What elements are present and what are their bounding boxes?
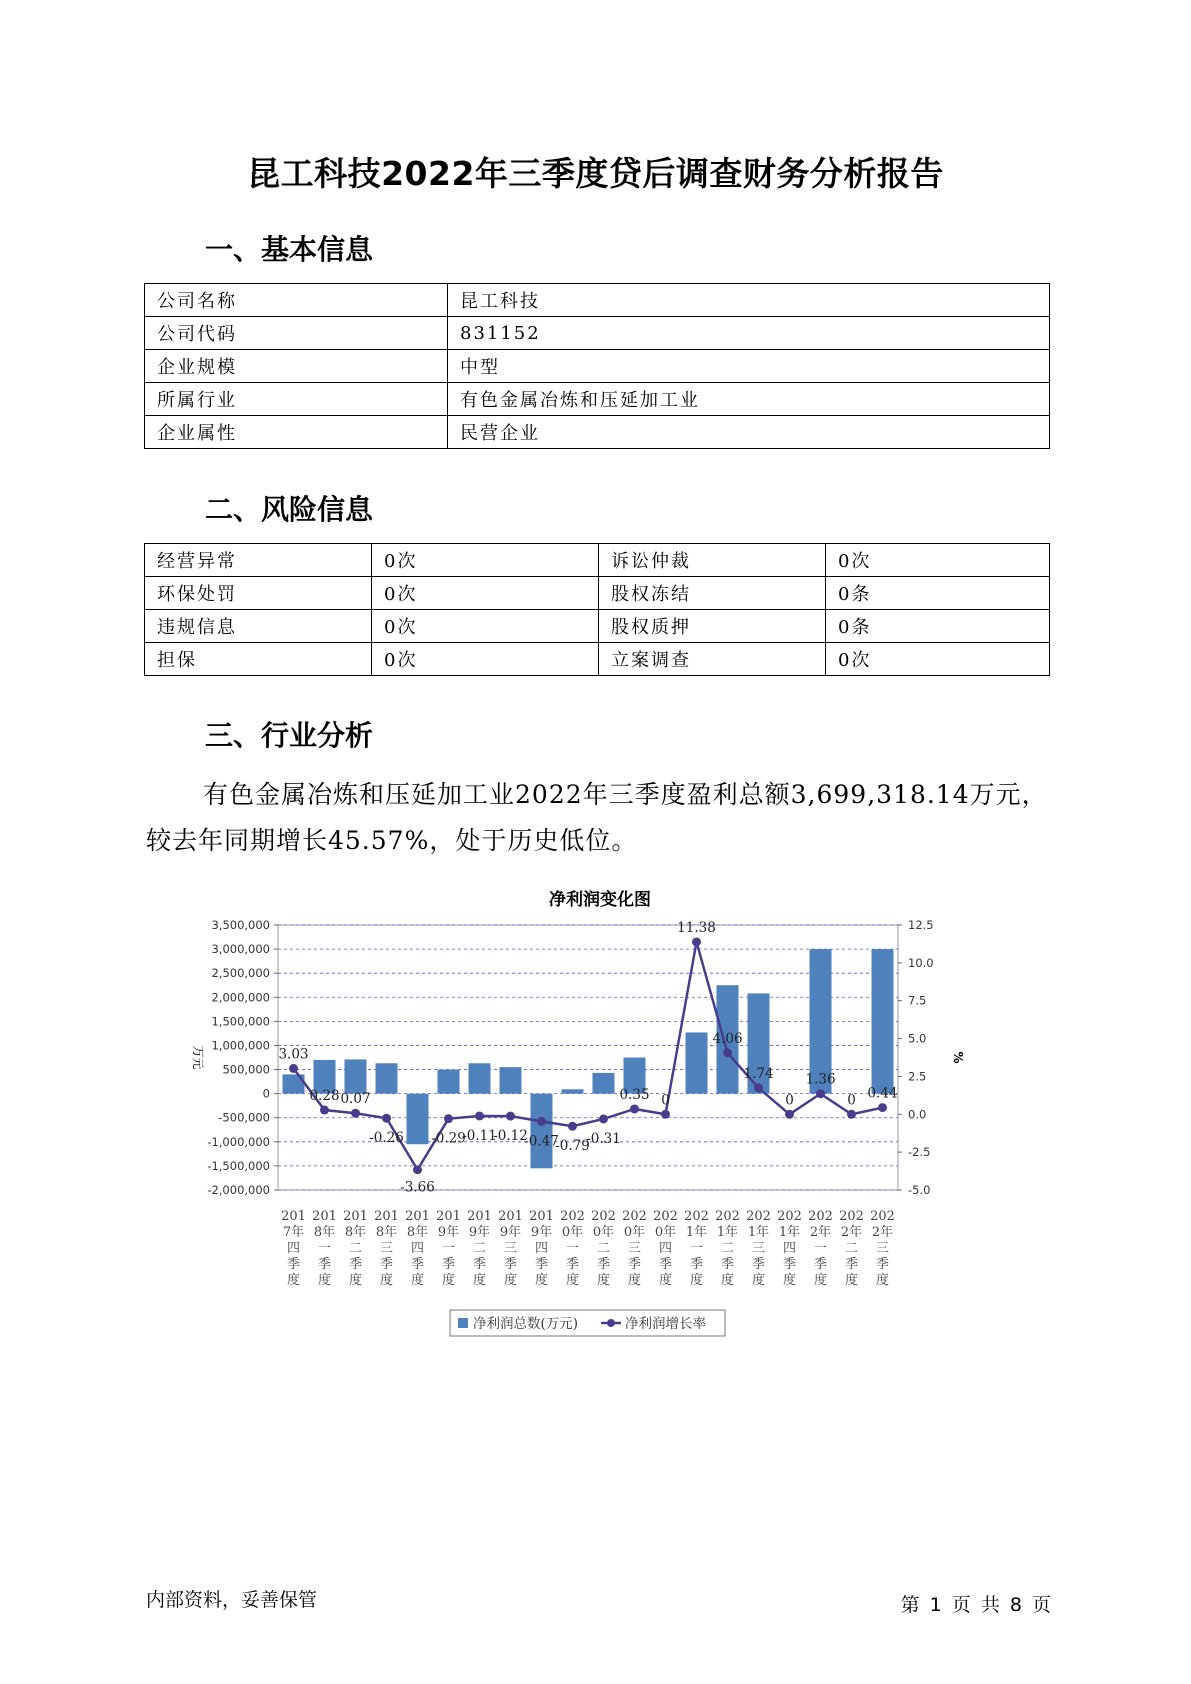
- bar: [438, 1070, 460, 1094]
- growth-rate-point: [413, 1165, 422, 1174]
- growth-rate-point: [754, 1083, 763, 1092]
- x-tick-label: 202 0年二季度: [591, 1209, 616, 1288]
- left-tick-label: 1,000,000: [211, 1038, 270, 1053]
- left-tick-label: 500,000: [222, 1062, 270, 1077]
- x-tick-label: 202 0年一季度: [560, 1209, 585, 1288]
- growth-rate-data-label: 1.36: [805, 1071, 836, 1088]
- x-tick-label: 201 9年二季度: [467, 1209, 492, 1288]
- industry-analysis-text: 有色金属冶炼和压延加工业2022年三季度盈利总额3,699,318.14万元，较去年同期增长45.57%，处于历史低位。: [146, 780, 1048, 855]
- risk-info-value: 0次: [372, 577, 599, 610]
- left-tick-label: 3,500,000: [211, 918, 270, 932]
- left-tick-label: -1,000,000: [207, 1134, 270, 1149]
- growth-rate-data-label: 1.74: [743, 1065, 774, 1082]
- report-title: 昆工科技2022年三季度贷后调查财务分析报告: [247, 154, 944, 193]
- x-tick-label: 202 2年三季度: [870, 1209, 895, 1288]
- x-tick-label: 202 2年二季度: [839, 1209, 864, 1288]
- footer-confidential-note: 内部资料，妥善保管: [146, 1589, 318, 1611]
- growth-rate-data-label: 0.07: [340, 1091, 371, 1108]
- growth-rate-data-label: 3.03: [278, 1046, 309, 1063]
- growth-rate-data-label: 0: [847, 1092, 856, 1109]
- risk-info-label: 诉讼仲裁: [599, 544, 826, 577]
- right-tick-label: -5.0: [908, 1183, 931, 1197]
- growth-rate-point: [320, 1106, 329, 1115]
- risk-info-label: 担保: [145, 643, 372, 676]
- bar: [872, 949, 894, 1094]
- risk-info-value: 0次: [372, 544, 599, 577]
- basic-info-row: [145, 416, 1050, 449]
- bar: [593, 1073, 615, 1094]
- risk-info-value: 0次: [372, 643, 599, 676]
- risk-info-value: 0次: [826, 544, 1050, 577]
- basic-info-row: [145, 350, 1050, 383]
- risk-info-label: 经营异常: [145, 544, 372, 577]
- basic-info-label: 公司名称: [145, 284, 448, 317]
- growth-rate-data-label: 4.06: [712, 1030, 743, 1047]
- x-tick-label: 202 1年一季度: [684, 1209, 709, 1288]
- growth-rate-data-label: 0: [661, 1092, 670, 1109]
- growth-rate-point: [599, 1114, 608, 1123]
- section-basic-info-heading: 一、基本信息: [205, 233, 374, 266]
- y-axis-right-label: %: [951, 1051, 965, 1064]
- growth-rate-data-label: -0.79: [555, 1138, 590, 1155]
- growth-rate-data-label: 0.28: [309, 1088, 340, 1105]
- right-tick-label: 2.5: [908, 1069, 927, 1084]
- growth-rate-data-label: -0.26: [369, 1130, 404, 1147]
- x-tick-label: 202 1年三季度: [746, 1209, 771, 1288]
- legend-line-marker: [607, 1319, 615, 1327]
- basic-info-label: 所属行业: [145, 383, 448, 416]
- legend-line-label: 净利润增长率: [625, 1316, 706, 1332]
- section-risk-info-heading: 二、风险信息: [205, 493, 374, 526]
- x-tick-label: 202 1年二季度: [715, 1209, 740, 1288]
- bar: [686, 1032, 708, 1093]
- basic-info-label: 企业规模: [145, 350, 448, 383]
- risk-info-label: 立案调查: [599, 643, 826, 676]
- risk-info-row: [145, 544, 1050, 577]
- basic-info-row: [145, 317, 1050, 350]
- x-tick-label: 202 1年四季度: [777, 1209, 802, 1288]
- growth-rate-point: [289, 1064, 298, 1073]
- x-tick-label: 201 8年三季度: [374, 1209, 399, 1288]
- risk-info-value: 0条: [826, 577, 1050, 610]
- basic-info-value: 有色金属冶炼和压延加工业: [448, 383, 1050, 416]
- risk-info-label: 环保处罚: [145, 577, 372, 610]
- basic-info-value: 昆工科技: [448, 284, 1050, 317]
- risk-info-label: 股权冻结: [599, 577, 826, 610]
- bar: [531, 1094, 553, 1169]
- right-tick-label: 5.0: [908, 1031, 927, 1046]
- growth-rate-point: [475, 1111, 484, 1120]
- left-tick-label: 2,500,000: [211, 966, 270, 981]
- footer-page-number: 第 1 页 共 8 页: [900, 1594, 1051, 1616]
- x-tick-label: 201 9年四季度: [529, 1209, 554, 1288]
- growth-rate-point: [382, 1114, 391, 1123]
- growth-rate-point: [661, 1110, 670, 1119]
- y-axis-left-label: 万元: [191, 1045, 205, 1070]
- left-tick-label: 3,000,000: [211, 942, 270, 957]
- risk-info-row: [145, 643, 1050, 676]
- x-tick-label: 201 9年一季度: [436, 1209, 461, 1288]
- basic-info-label: 企业属性: [145, 416, 448, 449]
- growth-rate-data-label: -0.11: [462, 1127, 497, 1144]
- left-tick-label: 1,500,000: [211, 1014, 270, 1029]
- bar: [345, 1059, 367, 1093]
- risk-info-label: 违规信息: [145, 610, 372, 643]
- growth-rate-point: [444, 1114, 453, 1123]
- x-tick-label: 201 8年一季度: [312, 1209, 337, 1288]
- growth-rate-data-label: 11.38: [677, 919, 716, 936]
- growth-rate-point: [847, 1110, 856, 1119]
- x-tick-label: 202 0年三季度: [622, 1209, 647, 1288]
- net-profit-chart: [180, 885, 965, 1345]
- growth-rate-data-label: 0.44: [867, 1085, 898, 1102]
- legend-bar-swatch: [458, 1318, 468, 1328]
- growth-rate-point: [351, 1109, 360, 1118]
- right-tick-label: -2.5: [908, 1145, 931, 1160]
- x-tick-label: 201 9年三季度: [498, 1209, 523, 1288]
- basic-info-label: 公司代码: [145, 317, 448, 350]
- left-tick-label: -1,500,000: [207, 1158, 270, 1173]
- bar: [407, 1094, 429, 1145]
- growth-rate-data-label: -0.29: [431, 1130, 466, 1147]
- x-tick-label: 201 8年二季度: [343, 1209, 368, 1288]
- risk-info-value: 0次: [372, 610, 599, 643]
- growth-rate-data-label: 0: [785, 1092, 794, 1109]
- risk-info-table: [144, 543, 1050, 676]
- chart-legend: [450, 1310, 725, 1336]
- bar: [562, 1089, 584, 1093]
- risk-info-row: [145, 577, 1050, 610]
- chart-title: 净利润变化图: [549, 890, 651, 910]
- growth-rate-data-label: 0.35: [619, 1086, 650, 1103]
- basic-info-value: 831152: [448, 317, 1050, 350]
- left-tick-label: 0: [262, 1086, 270, 1101]
- growth-rate-data-label: -0.12: [493, 1128, 528, 1145]
- right-tick-label: 0.0: [908, 1107, 927, 1122]
- growth-rate-point: [630, 1104, 639, 1113]
- growth-rate-point: [692, 937, 701, 946]
- growth-rate-data-label: -3.66: [400, 1179, 435, 1196]
- right-tick-label: 10.0: [908, 955, 934, 970]
- bar: [500, 1067, 522, 1094]
- legend-bar-label: 净利润总数(万元): [473, 1316, 579, 1332]
- risk-info-value: 0次: [826, 643, 1050, 676]
- growth-rate-point: [506, 1112, 515, 1121]
- growth-rate-point: [816, 1089, 825, 1098]
- basic-info-value: 中型: [448, 350, 1050, 383]
- left-tick-label: -2,000,000: [207, 1183, 270, 1197]
- growth-rate-point: [568, 1122, 577, 1131]
- basic-info-table: [144, 283, 1050, 449]
- x-tick-label: 201 8年四季度: [405, 1209, 430, 1288]
- right-tick-label: 12.5: [908, 918, 934, 932]
- left-tick-label: 2,000,000: [211, 990, 270, 1005]
- basic-info-row: [145, 383, 1050, 416]
- x-tick-label: 201 7年四季度: [281, 1209, 306, 1288]
- left-tick-label: -500,000: [218, 1110, 270, 1125]
- x-tick-label: 202 0年四季度: [653, 1209, 678, 1288]
- growth-rate-point: [878, 1103, 887, 1112]
- growth-rate-point: [723, 1048, 732, 1057]
- growth-rate-point: [785, 1110, 794, 1119]
- growth-rate-point: [537, 1117, 546, 1126]
- growth-rate-data-label: -0.31: [586, 1130, 621, 1147]
- bar: [469, 1063, 491, 1093]
- basic-info-row: [145, 284, 1050, 317]
- section-industry-heading: 三、行业分析: [205, 719, 374, 752]
- basic-info-value: 民营企业: [448, 416, 1050, 449]
- growth-rate-data-label: -0.47: [524, 1133, 559, 1150]
- right-tick-label: 7.5: [908, 993, 927, 1008]
- risk-info-value: 0条: [826, 610, 1050, 643]
- risk-info-row: [145, 610, 1050, 643]
- x-tick-label: 202 2年一季度: [808, 1209, 833, 1288]
- risk-info-label: 股权质押: [599, 610, 826, 643]
- bar: [376, 1063, 398, 1093]
